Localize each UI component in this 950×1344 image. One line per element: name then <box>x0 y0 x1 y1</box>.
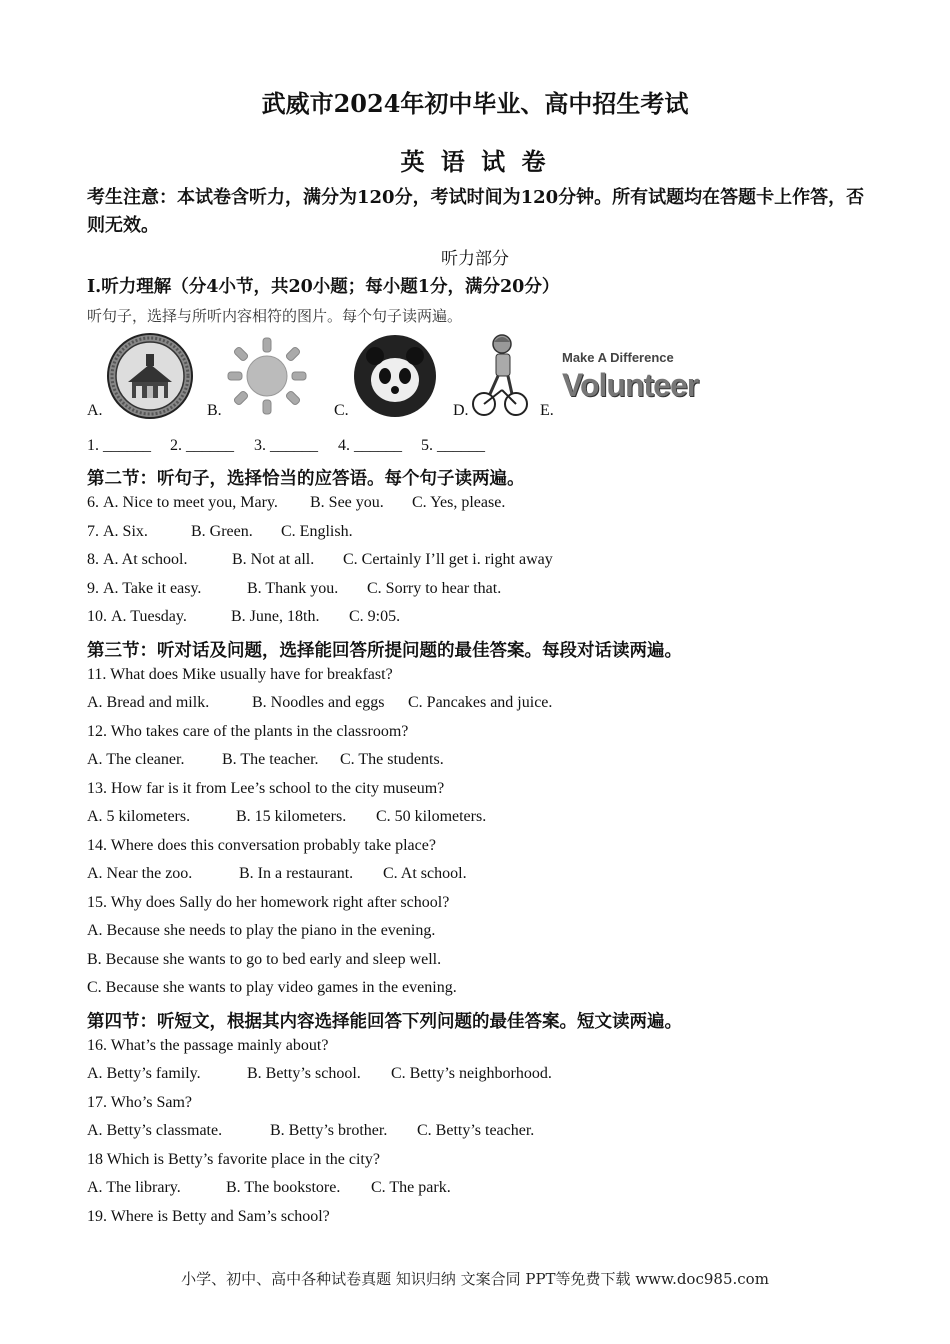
question-text: 17. Who’s Sam? <box>87 1094 193 1111</box>
option-text: C. Betty’s teacher. <box>417 1122 535 1139</box>
listening-part-heading: 听力部分 <box>441 249 509 269</box>
option-text: A. Betty’s classmate. <box>87 1122 223 1139</box>
option-text: A. Six. <box>103 523 148 540</box>
option-text: A. Tuesday. <box>111 608 187 625</box>
option-text: B. Because she wants to go to bed early and sleep well. <box>87 951 442 968</box>
answer-blank: 4. ______ <box>338 437 402 454</box>
option-text: B. 15 kilometers. <box>236 808 347 825</box>
picture-label-b: B. <box>207 402 222 419</box>
option-text: C. 50 kilometers. <box>376 808 487 825</box>
option-text: B. Not at all. <box>232 551 315 568</box>
volunteer-picture <box>562 350 699 416</box>
option-text: B. The teacher. <box>222 751 319 768</box>
volunteer-word: Volunteer <box>562 367 699 403</box>
option-text: C. Yes, please. <box>412 494 506 511</box>
seal-emblem-picture <box>106 332 194 420</box>
option-text: C. Because she wants to play video games in the evening. <box>87 979 457 996</box>
option-text: C. The students. <box>340 751 444 768</box>
option-text: A. Betty’s family. <box>87 1065 201 1082</box>
question-text: 18 Which is Betty’s favorite place in the city? <box>87 1151 380 1168</box>
option-text: B. Betty’s school. <box>247 1065 361 1082</box>
exam-title: 武威市2024年初中毕业、高中招生考试 <box>261 89 689 118</box>
option-text: B. June, 18th. <box>231 608 320 625</box>
cyclist-picture <box>472 332 528 418</box>
option-text: A. Near the zoo. <box>87 865 193 882</box>
section1-instruction: 听句子，选择与所听内容相符的图片。每个句子读两遍。 <box>87 307 463 325</box>
question-text: 13. How far is it from Lee’s school to the city museum? <box>87 780 445 797</box>
question-text: 15. Why does Sally do her homework right after school? <box>87 894 450 911</box>
option-text: A. The library. <box>87 1179 181 1196</box>
question-number: 10. <box>87 608 107 625</box>
option-text: C. 9:05. <box>349 608 401 625</box>
question-number: 9. <box>87 580 99 597</box>
option-text: A. 5 kilometers. <box>87 808 191 825</box>
option-text: B. See you. <box>310 494 384 511</box>
option-text: C. The park. <box>371 1179 451 1196</box>
option-text: A. Nice to meet you, Mary. <box>103 494 278 511</box>
question-text: 12. Who takes care of the plants in the classroom? <box>87 723 409 740</box>
option-text: A. Take it easy. <box>103 580 202 597</box>
option-text: C. Pancakes and juice. <box>408 694 553 711</box>
exam-subtitle: 英 语 试 卷 <box>400 147 550 176</box>
answer-blank: 5. ______ <box>421 437 485 454</box>
option-text: A. Because she needs to play the piano in the evening. <box>87 922 436 939</box>
question-number: 6. <box>87 494 99 511</box>
option-text: C. Certainly I’ll get i. right away <box>343 551 553 568</box>
option-text: B. Betty’s brother. <box>270 1122 388 1139</box>
picture-label-c: C. <box>334 402 349 419</box>
question-number: 7. <box>87 523 99 540</box>
question-text: 19. Where is Betty and Sam’s school? <box>87 1208 330 1225</box>
option-text: C. At school. <box>383 865 467 882</box>
volunteer-slogan: Make A Difference <box>562 350 674 365</box>
option-text: B. Noodles and eggs <box>252 694 385 711</box>
option-text: B. Green. <box>191 523 253 540</box>
option-text: A. The cleaner. <box>87 751 185 768</box>
question-number: 8. <box>87 551 99 568</box>
option-text: B. In a restaurant. <box>239 865 354 882</box>
page-footer: 小学、初中、高中各种试卷真题 知识归纳 文案合同 PPT等免费下载 www.doc985.com <box>181 1270 769 1288</box>
question-text: 11. What does Mike usually have for breakfast? <box>87 666 393 683</box>
option-text: B. The bookstore. <box>226 1179 341 1196</box>
answer-blank: 3. ______ <box>254 437 318 454</box>
sun-picture <box>226 336 308 416</box>
picture-label-e: E. <box>540 402 554 419</box>
section1-heading: I.听力理解（分4小节，共20小题；每小题1分，满分20分） <box>87 277 560 297</box>
section3-heading: 第三节：听对话及问题，选择能回答所提问题的最佳答案。每段对话读两遍。 <box>87 641 682 661</box>
section2-heading: 第二节：听句子，选择恰当的应答语。每个句子读两遍。 <box>87 469 525 489</box>
picture-label-a: A. <box>87 402 103 419</box>
panda-picture <box>353 334 437 418</box>
answer-blank: 2. ______ <box>170 437 234 454</box>
exam-notice: 考生注意：本试卷含听力，满分为120分，考试时间为120分钟。所有试题均在答题卡上作答，否则无效。 <box>87 187 865 236</box>
question-text: 14. Where does this conversation probably take place? <box>87 837 436 854</box>
option-text: A. At school. <box>103 551 188 568</box>
picture-label-d: D. <box>453 402 469 419</box>
answer-blank: 1. ______ <box>87 437 151 454</box>
option-text: C. Betty’s neighborhood. <box>391 1065 552 1082</box>
option-text: C. English. <box>281 523 353 540</box>
option-text: B. Thank you. <box>247 580 339 597</box>
option-text: C. Sorry to hear that. <box>367 580 502 597</box>
option-text: A. Bread and milk. <box>87 694 210 711</box>
section4-heading: 第四节：听短文，根据其内容选择能回答下列问题的最佳答案。短文读两遍。 <box>87 1012 682 1032</box>
question-text: 16. What’s the passage mainly about? <box>87 1037 329 1054</box>
